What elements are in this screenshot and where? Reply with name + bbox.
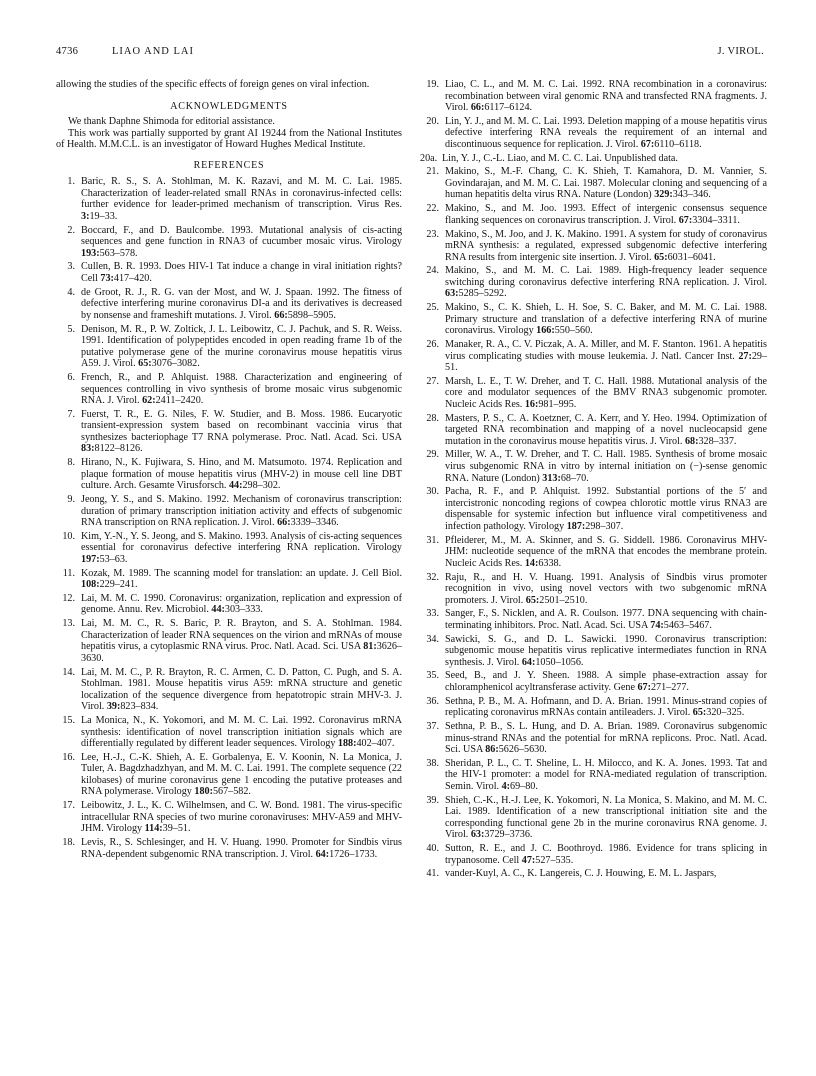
- reference-authors: Raju, R., and H. V. Huang.: [445, 571, 574, 583]
- reference-authors: Makino, S., M. Joo, and J. K. Makino.: [445, 228, 602, 240]
- reference-pages: 6110–6118.: [654, 138, 702, 150]
- reference-pages: 298–307.: [585, 520, 624, 532]
- reference-pages: 1726–1733.: [329, 848, 378, 860]
- reference-number: 21.: [426, 166, 439, 178]
- reference-pages: 3304–3311.: [692, 214, 740, 226]
- reference-volume: 44:: [211, 604, 225, 616]
- reference-authors: Pfleiderer, M., M. A. Skinner, and S. G. Siddell.: [445, 534, 655, 546]
- reference-item: [420, 166, 767, 201]
- reference-item: [420, 203, 767, 226]
- reference-number: 38.: [426, 757, 439, 769]
- right-column: [420, 79, 767, 882]
- reference-number: 29.: [426, 449, 439, 461]
- reference-authors: Liao, C. L., and M. M. C. Lai.: [445, 79, 578, 90]
- reference-text: 1991. Identification of polypeptides encoded in open reading frame 1b of the putative polymerase gene of the murine coronavirus mouse hepatitis virus A59. J. Virol.: [81, 335, 402, 370]
- reference-text: 1992. Mechanism of coronavirus transcription: duration of primary transcription initiation activity and effects of subgenomic RNA transcription on RNA replication. J. Virol.: [81, 494, 402, 529]
- reference-text: 1993. Mutational analysis of cis-acting sequences and gene function in RNA3 of cucumber mosaic virus. Virology: [81, 224, 403, 248]
- reference-item: [56, 618, 402, 664]
- reference-authors: Fuerst, T. R., E. G. Niles, F. W. Studier, and B. Moss.: [81, 408, 326, 420]
- reference-authors: Lai, M. M. C., P. R. Brayton, R. C. Armen, C. D. Patton, C. Pugh, and S. A. Stohlman.: [81, 666, 402, 690]
- reference-text: 1985. Characterization of leader-related small RNAs in coronavirus-infected cells: further evidence for leader-primed mechanism of transcription. Virus Res.: [81, 176, 402, 211]
- reference-volume: 16:: [524, 398, 539, 410]
- reference-authors: Sutton, R. E., and J. C. Boothroyd.: [445, 843, 603, 855]
- reference-volume: 65:: [525, 594, 540, 606]
- reference-volume: 166:: [536, 325, 555, 337]
- reference-volume: 197:: [81, 553, 100, 565]
- reference-item: [420, 302, 767, 337]
- reference-number: 36.: [426, 695, 439, 707]
- reference-authors: vander-Kuyl, A. C., K. Langereis, C. J. Houwing, E. M. L. Jaspars,: [445, 868, 717, 880]
- left-column: [56, 79, 402, 862]
- reference-text: 1993. Deletion mapping of a mouse hepatitis virus defective interfering RNA reveals the requirement of an internal and discontinuous sequence for replication. J. Virol.: [445, 115, 768, 150]
- reference-pages: 5626–5630.: [498, 744, 547, 756]
- journal-name: J. VIROL.: [717, 46, 764, 57]
- reference-authors: Boccard, F., and D. Baulcombe.: [81, 224, 225, 236]
- reference-authors: Sethna, P. B., M. A. Hofmann, and D. A. Brian.: [445, 695, 644, 707]
- reference-pages: 8122–8126.: [94, 443, 143, 455]
- reference-text: 1991. Minus-strand copies of replicating coronavirus mRNAs contain antileaders. J. Virol.: [445, 695, 767, 719]
- reference-item: [56, 261, 402, 284]
- reference-authors: Lin, Y. J., and M. M. C. Lai.: [445, 115, 560, 127]
- reference-text: 1991. The complete sequence (22 kilobases) of murine coronavirus gene 1 encoding the putative proteases and RNA polymerase. Virology: [81, 763, 402, 798]
- reference-pages: 303–333.: [224, 604, 263, 616]
- reference-number: 41.: [426, 868, 439, 880]
- reference-item: [420, 868, 767, 880]
- reference-item: [420, 486, 767, 532]
- reference-volume: 67:: [640, 138, 655, 150]
- reference-item: [420, 535, 767, 570]
- reference-text: 1991. A system for study of coronavirus mRNA synthesis: a regulated, expressed subgenomic defective interfering RNA results from intergenic site insertion. J. Virol.: [445, 228, 768, 263]
- reference-text: 1993. Effect of intergenic consensus sequence flanking sequences on coronavirus transcription. J. Virol.: [445, 203, 767, 226]
- reference-item: [56, 494, 402, 529]
- reference-authors: Lai, M. M. C.: [81, 592, 140, 604]
- reference-number: 39.: [426, 794, 439, 806]
- reference-authors: de Groot, R. J., R. G. van der Most, and W. J. Spaan.: [81, 286, 313, 298]
- reference-pages: 5463–5467.: [663, 619, 712, 631]
- reference-number: 40.: [426, 843, 439, 855]
- reference-text: 1993. Does HIV-1 Tat induce a change in viral initiation rights? Cell: [81, 261, 403, 285]
- reference-number: 9.: [67, 494, 75, 505]
- reference-item: [420, 153, 767, 165]
- reference-item: [56, 225, 402, 260]
- reference-text: 1989. The scanning model for translation: an update. J. Cell Biol.: [128, 567, 402, 579]
- reference-pages: 53–63.: [99, 553, 128, 565]
- reference-text: 1977. DNA sequencing with chain-terminating inhibitors. Proc. Natl. Acad. Sci. USA: [445, 608, 767, 631]
- reference-volume: 63:: [445, 288, 459, 300]
- running-header: [56, 46, 764, 62]
- reference-text: 1989. Coronavirus subgenomic minus-strand RNAs and the potential for mRNA replicons. Proc. Natl. Acad. Sci. USA: [445, 721, 767, 756]
- reference-pages: 2411–2420.: [155, 395, 204, 407]
- reference-authors: Lin, Y. J., C.-L. Liao, and M. C. C. Lai.: [442, 152, 602, 164]
- reference-pages: 3076–3082.: [151, 358, 200, 370]
- reference-number: 23.: [426, 228, 439, 240]
- reference-text: 1988. Characterization and engineering of sequences controlling in vivo synthesis of brome mosaic virus subgenomic RNA. J. Virol.: [81, 371, 402, 407]
- reference-number: 20.: [426, 115, 439, 127]
- reference-number: 11.: [62, 567, 75, 579]
- reference-number: 2.: [67, 224, 75, 236]
- reference-authors: Sawicki, S. G., and D. L. Sawicki.: [445, 633, 617, 645]
- reference-volume: 47:: [521, 854, 536, 866]
- reference-authors: La Monica, N., K. Yokomori, and M. M. C. Lai.: [81, 714, 289, 726]
- reference-text: 1988. Primary structure and translation of a defective interfering RNA of murine coronavirus. Virology: [445, 302, 767, 337]
- reference-item: [56, 409, 402, 455]
- reference-item: [56, 568, 402, 591]
- reference-text: 1986. Evidence for trans splicing in trypanosome. Cell: [445, 843, 768, 866]
- reference-number: 33.: [426, 608, 439, 620]
- reference-pages: 39–51.: [162, 823, 191, 835]
- reference-volume: 68:: [684, 435, 699, 447]
- reference-authors: Seed, B., and J. Y. Sheen.: [445, 670, 570, 682]
- reference-volume: 67:: [637, 681, 651, 693]
- reference-authors: Shieh, C.-K., H.-J. Lee, K. Yokomori, N. La Monica, S. Makino, and M. M. C. Lai.: [445, 794, 767, 818]
- reference-item: [420, 265, 767, 300]
- reference-item: [420, 843, 767, 866]
- reference-item: [56, 324, 402, 370]
- reference-number: 25.: [426, 302, 439, 314]
- reference-item: [420, 608, 767, 631]
- reference-volume: 44:: [228, 480, 243, 492]
- reference-authors: Kozak, M.: [81, 567, 125, 579]
- reference-volume: 73:: [100, 273, 114, 285]
- reference-volume: 65:: [138, 358, 152, 370]
- reference-text: 1989. Identification of a new transcriptional initiation site and the corresponding functional gene 2b in the murine coronavirus RNA genome. J. Virol.: [445, 806, 767, 841]
- references-list-left: [56, 176, 402, 860]
- reference-number: 5.: [67, 323, 75, 335]
- reference-volume: 63:: [470, 829, 485, 841]
- reference-item: [420, 670, 767, 693]
- reference-authors: Denison, M. R., P. W. Zoltick, J. L. Leibowitz, C. J. Pachuk, and S. R. Weiss.: [81, 323, 402, 335]
- reference-number: 7.: [67, 408, 75, 420]
- reference-text: 1992. Substantial portions of the 5′ and intercistronic noncoding regions of cowpea chlorotic mottle virus RNA3 are dispensable for systemic infection but influence viral competitiveness and infection pathology. Virology: [445, 486, 768, 532]
- reference-authors: Sethna, P. B., S. L. Hung, and D. A. Brian.: [445, 721, 633, 732]
- reference-pages: 1050–1056.: [535, 656, 584, 668]
- reference-volume: 108:: [81, 579, 100, 591]
- reference-item: [56, 457, 402, 492]
- reference-authors: Cullen, B. R.: [81, 261, 136, 273]
- reference-text: 1989. High-frequency leader sequence switching during coronavirus defective interfering RNA replication. J. Virol.: [445, 265, 768, 288]
- reference-volume: 187:: [566, 520, 586, 532]
- reference-item: [420, 79, 767, 114]
- reference-item: [420, 229, 767, 264]
- reference-text: 1988. Mutational analysis of the core and modulator sequences of the BMV RNA3 subgenomic promoter. Nucleic Acids Res.: [445, 375, 768, 410]
- reference-pages: 229–241.: [99, 579, 138, 591]
- reference-pages: 981–995.: [538, 398, 577, 410]
- reference-pages: 328–337.: [698, 435, 737, 447]
- reference-volume: 180:: [194, 786, 213, 798]
- reference-text: 1981. The virus-specific intracellular RNA species of two murine coronaviruses: MHV-A59 and MHV-JHM. Virology: [81, 800, 402, 835]
- reference-pages: 69–80.: [510, 780, 538, 792]
- reference-item: [420, 634, 767, 669]
- reference-number: 6.: [67, 371, 75, 383]
- reference-volume: 83:: [81, 443, 95, 455]
- reference-item: [56, 176, 402, 222]
- reference-item: [420, 413, 767, 448]
- reference-number: 37.: [426, 721, 439, 732]
- reference-text: 1993. Analysis of cis-acting sequences essential for coronavirus defective interfering RNA replication. Virology: [81, 530, 403, 554]
- reference-number: 13.: [62, 618, 75, 630]
- reference-volume: 64:: [521, 656, 536, 668]
- reference-number: 31.: [426, 534, 439, 546]
- reference-item: [56, 752, 402, 798]
- reference-pages: 3729–3736.: [484, 829, 533, 841]
- reference-volume: 313:: [542, 472, 561, 484]
- reference-number: 14.: [62, 666, 75, 678]
- reference-item: [420, 758, 767, 793]
- reference-item: [420, 116, 767, 151]
- reference-number: 27.: [426, 375, 439, 387]
- reference-item: [56, 372, 402, 407]
- reference-pages: 271–277.: [650, 681, 689, 693]
- reference-item: [56, 715, 402, 750]
- reference-volume: 64:: [315, 848, 330, 860]
- reference-volume: 62:: [142, 395, 156, 407]
- reference-volume: 66:: [470, 102, 485, 114]
- reference-text: 1994. Optimization of targeted RNA recombination and mapping of a novel nucleocapsid gene mutation in the coronavirus mouse hepatitis virus. J. Virol.: [445, 412, 767, 447]
- reference-volume: 14:: [524, 557, 539, 569]
- reference-pages: 6117–6124.: [484, 102, 533, 114]
- reference-authors: Manaker, R. A., C. V. Piczak, A. A. Miller, and M. F. Stanton.: [445, 338, 696, 350]
- reference-item: [420, 696, 767, 719]
- reference-text: 1987. Molecular cloning and sequencing of a human hepatitis delta virus RNA. Nature (London): [445, 177, 767, 201]
- reference-number: 12.: [62, 592, 75, 604]
- reference-number: 8.: [67, 457, 75, 469]
- reference-pages: 6031–6041.: [667, 251, 716, 263]
- reference-item: [56, 667, 402, 713]
- reference-volume: 65:: [654, 251, 668, 263]
- reference-authors: Pacha, R. F., and P. Ahlquist.: [445, 486, 581, 498]
- reference-volume: 193:: [81, 247, 100, 259]
- reference-pages: 417–420.: [113, 273, 152, 285]
- reference-text: 1981. Mouse hepatitis virus A59: mRNA structure and genetic localization of the sequence divergence from hepatotropic strain MHV-3. J. Virol.: [81, 678, 402, 713]
- reference-pages: 68–70.: [560, 472, 589, 484]
- reference-authors: Makino, S., C. K. Shieh, L. H. Soe, S. C. Baker, and M. M. C. Lai.: [445, 302, 741, 314]
- reference-authors: Sanger, F., S. Nicklen, and A. R. Coulson.: [445, 608, 619, 620]
- reference-pages: 527–535.: [535, 854, 574, 866]
- reference-number: 10.: [62, 530, 75, 542]
- reference-authors: Makino, S., and M. Joo.: [445, 203, 557, 215]
- reference-volume: 114:: [144, 823, 163, 835]
- reference-number: 30.: [426, 486, 439, 498]
- reference-item: [420, 339, 767, 374]
- reference-authors: Baric, R. S., S. A. Stohlman, M. K. Razavi, and M. M. C. Lai.: [81, 176, 374, 188]
- reference-pages: 563–578.: [99, 247, 138, 259]
- reference-volume: 4:: [501, 780, 511, 792]
- reference-number: 22.: [426, 203, 439, 215]
- reference-text: Unpublished data.: [604, 152, 678, 164]
- reference-pages: 5285–5292.: [458, 288, 507, 300]
- reference-text: 1974. Replication and plaque formation of mouse hepatitis virus (MHV-2) in mouse cell line DBT culture. Arch. Gesamte Virusforsch.: [81, 457, 402, 492]
- reference-pages: 402–407.: [356, 738, 395, 750]
- reference-item: [56, 287, 402, 322]
- reference-pages: 6338.: [538, 557, 562, 569]
- reference-item: [420, 376, 767, 411]
- reference-pages: 567–582.: [212, 786, 251, 798]
- reference-number: 32.: [426, 571, 439, 583]
- reference-number: 1.: [67, 176, 75, 188]
- reference-number: 26.: [426, 338, 439, 350]
- reference-pages: 343–346.: [672, 189, 711, 201]
- reference-authors: Lai, M. M. C., R. S. Baric, P. R. Brayton, and S. A. Stohlman.: [81, 618, 374, 630]
- reference-authors: Marsh, L. E., T. W. Dreher, and T. C. Hall.: [445, 375, 628, 387]
- acknowledgment-paragraph: We thank Daphne Shimoda for editorial assistance.: [68, 116, 275, 128]
- page-number: 4736: [56, 46, 79, 57]
- reference-authors: Masters, P. S., C. A. Koetzner, C. A. Kerr, and Y. Heo.: [445, 412, 673, 424]
- reference-authors: Leibowitz, J. L., K. C. Wilhelmsen, and C. W. Bond.: [81, 800, 300, 812]
- reference-item: [56, 837, 402, 860]
- reference-pages: 2501–2510.: [539, 594, 588, 606]
- reference-volume: 66:: [274, 309, 288, 321]
- reference-text: 1993. Tat and the HIV-1 promoter: a model for RNA-mediated regulation of transcription. Semin. Virol.: [445, 757, 768, 792]
- reference-item: [56, 593, 402, 616]
- reference-text: 1985. Synthesis of brome mosaic virus subgenomic RNA in vitro by internal initiation on (−)-sense genomic RNA. Nature (London): [445, 449, 767, 484]
- reference-pages: 3339–3346.: [290, 517, 339, 529]
- reference-authors: Sheridan, P. L., C. T. Sheline, L. H. Milocco, and K. A. Jones.: [445, 757, 707, 769]
- reference-pages: 320–325.: [706, 707, 745, 719]
- acknowledgments-heading: ACKNOWLEDGMENTS: [170, 100, 288, 112]
- reference-authors: French, R., and P. Ahlquist.: [81, 371, 209, 383]
- reference-text: 1984. Characterization of leader RNA sequences on the virion and mRNAs of mouse hepatitis virus, a cytoplasmic RNA virus. Proc. Natl. Acad. Sci. USA: [81, 618, 403, 653]
- reference-item: [420, 721, 767, 756]
- reference-authors: Lee, H.-J., C.-K. Shieh, A. E. Gorbalenya, E. V. Koonin, N. La Monica, J. Tuler, A. Bagdzhadzhyan, and M. M. C. Lai.: [81, 751, 402, 775]
- reference-item: [420, 449, 767, 484]
- reference-authors: Makino, S., and M. M. C. Lai.: [445, 265, 593, 277]
- reference-volume: 39:: [106, 701, 121, 713]
- acknowledgment-paragraph: This work was partially supported by grant AI 19244 from the National Institutes of Health. M.M.C.L. is an investigator of Howard Hughes Medical Institute.: [56, 127, 402, 151]
- reference-number: 15.: [62, 714, 75, 726]
- reference-number: 24.: [426, 265, 439, 277]
- reference-text: 1990. Promoter for Sindbis virus RNA-dependent subgenomic RNA transcription. J. Virol.: [81, 837, 402, 860]
- reference-authors: Makino, S., M.-F. Chang, C. K. Shieh, T. Kamahora, D. M. Vannier, S. Govindarajan, and M. M. C. Lai.: [445, 166, 767, 189]
- reference-text: 1992. RNA recombination in a coronavirus: recombination between viral genomic RNA and transfected RNA fragments. J. Virol.: [445, 79, 767, 114]
- reference-pages: 5898–5905.: [287, 309, 336, 321]
- reference-authors: Miller, W. A., T. W. Dreher, and T. C. Hall.: [445, 449, 626, 461]
- reference-number: 17.: [62, 800, 75, 812]
- reference-number: 16.: [62, 751, 75, 763]
- reference-volume: 86:: [485, 744, 499, 756]
- reference-number: 34.: [426, 633, 439, 645]
- reference-text: 1992. The fitness of defective interfering murine coronavirus DI-a and its derivatives is decreased by nonsense and frameshift mutations. J. Virol.: [81, 286, 402, 321]
- reference-pages: 298–302.: [242, 480, 281, 492]
- reference-number: 3.: [67, 261, 75, 273]
- reference-authors: Jeong, Y. S., and S. Makino.: [81, 494, 203, 505]
- reference-item: [420, 795, 767, 841]
- reference-pages: 29–51.: [445, 350, 767, 374]
- reference-volume: 67:: [678, 214, 693, 226]
- running-authors: LIAO AND LAI: [112, 46, 194, 57]
- reference-item: [420, 572, 767, 607]
- reference-number: 4.: [67, 286, 75, 298]
- reference-volume: 27:: [738, 350, 752, 362]
- reference-authors: Levis, R., S. Schlesinger, and H. V. Huang.: [81, 837, 262, 848]
- reference-pages: 550–560.: [554, 325, 593, 337]
- reference-volume: 74:: [650, 619, 664, 631]
- reference-item: [56, 800, 402, 835]
- reference-pages: 19–33.: [89, 210, 118, 222]
- reference-number: 20a.: [420, 152, 438, 164]
- reference-text: 1990. Coronavirus transcription: subgenomic mouse hepatitis virus replicative intermediates function in RNA synthesis. J. Virol.: [445, 633, 767, 668]
- reference-volume: 188:: [337, 738, 357, 750]
- reference-text: 1986. Eucaryotic transient-expression system based on recombinant vaccinia virus that synthesizes bacteriophage T7 RNA polymerase. Proc. Natl. Acad. Sci. USA: [81, 408, 403, 443]
- reference-number: 19.: [426, 79, 439, 90]
- reference-text: 1992. Coronavirus mRNA synthesis: identification of novel transcription initiation signals which are differentially regulated by different leader sequences. Virology: [81, 714, 402, 750]
- reference-volume: 65:: [692, 707, 707, 719]
- reference-number: 18.: [62, 837, 75, 848]
- reference-authors: Hirano, N., K. Fujiwara, S. Hino, and M. Matsumoto.: [81, 457, 308, 469]
- reference-volume: 81:: [363, 641, 377, 653]
- reference-text: 1988. A simple phase-extraction assay for chloramphenicol acyltransferase activity. Gene: [445, 670, 767, 693]
- reference-text: 1961. A hepatitis virus complicating studies with mouse leukemia. J. Natl. Cancer Inst.: [445, 338, 767, 362]
- reference-pages: 823–834.: [120, 701, 159, 713]
- reference-text: 1986. Coronavirus MHV-JHM: nucleotide sequence of the mRNA that encodes the membrane protein. Nucleic Acids Res.: [445, 534, 768, 569]
- reference-authors: Kim, Y.-N., Y. S. Jeong, and S. Makino.: [81, 530, 243, 542]
- reference-pages: 3626–3630.: [81, 641, 402, 664]
- reference-number: 35.: [426, 670, 439, 682]
- reference-volume: 3:: [81, 210, 90, 222]
- reference-number: 28.: [426, 412, 439, 424]
- reference-volume: 329:: [654, 189, 673, 201]
- references-list-right: [420, 79, 767, 880]
- reference-text: 1990. Coronavirus: organization, replication and expression of genome. Annu. Rev. Microbiol.: [81, 592, 402, 616]
- reference-volume: 66:: [277, 517, 291, 529]
- reference-item: [56, 531, 402, 566]
- intro-continuation: allowing the studies of the specific effects of foreign genes on viral infection.: [56, 79, 370, 90]
- reference-text: 1991. Analysis of Sindbis virus promoter recognition in vivo, using novel vectors with two subgenomic mRNA promoters. J. Virol.: [445, 571, 768, 606]
- references-heading: REFERENCES: [193, 159, 265, 171]
